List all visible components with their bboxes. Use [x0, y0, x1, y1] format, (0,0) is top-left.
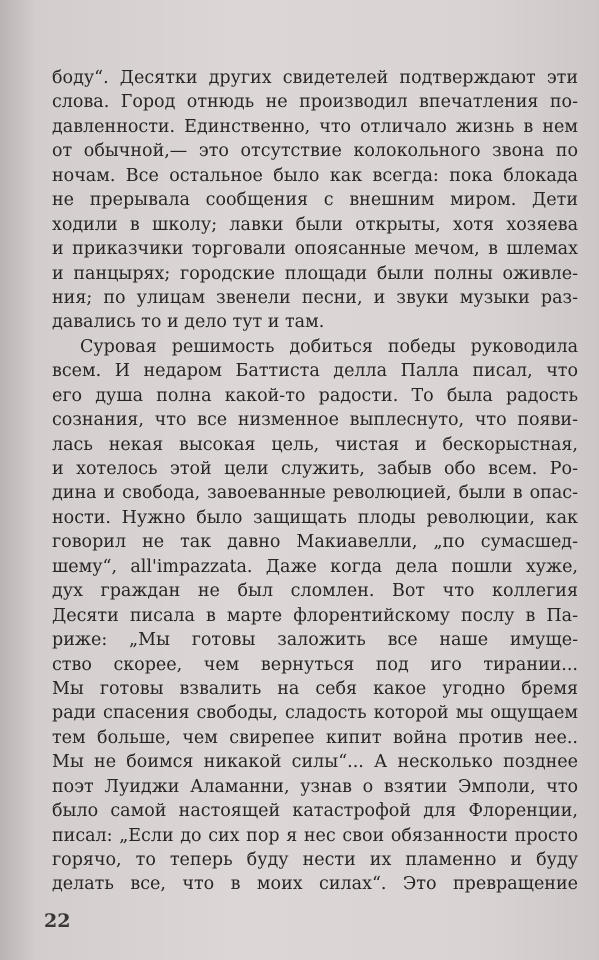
text-line: давленности. Единственно, что отличало жизнь в нем: [52, 116, 578, 137]
text-line: сознания, что все низменное выплеснуто, что появи-: [52, 410, 578, 431]
text-line: Десяти писала в марте флорентийскому послу в Па-: [52, 605, 578, 626]
text-line: его душа полна какой-то радости. То была радость: [52, 385, 578, 406]
text-line: ности. Нужно было защищать плоды революции, как: [52, 507, 578, 528]
text-line: от обычной,— это отсутствие колокольного звона по: [52, 141, 578, 162]
text-line: лась некая высокая цель, чистая и бескорыстная,: [52, 434, 578, 455]
text-line: делать все, что в моих силах“. Это превращение: [52, 874, 578, 895]
text-line: дух граждан не был сломлен. Вот что коллегия: [52, 581, 578, 602]
text-line: тем больше, чем свирепее кипит война против нее..: [52, 727, 578, 748]
text-line: ния; по улицам звенели песни, и звуки музыки раз-: [52, 287, 578, 308]
text-line: ночам. Все остальное было как всегда: пока блокада: [52, 165, 578, 186]
text-line: и хотелось этой цели служить, забыв обо всем. Ро-: [52, 459, 578, 479]
text-line: и панцырях; городские площади были полны оживле-: [52, 263, 578, 284]
text-line: Мы готовы взвалить на себя какое угодно бремя: [52, 678, 578, 699]
text-line: Суровая решимость добиться победы руководила: [80, 336, 578, 357]
paragraph: [52, 335, 578, 897]
text-line: ство скорее, чем вернуться под иго тирании...: [52, 654, 578, 675]
text-line: писал: „Если до сих пор я нес свои обязанности просто: [52, 825, 578, 846]
text-line: было самой настоящей катастрофой для Флоренции,: [52, 801, 578, 822]
text-line: риже: „Мы готовы заложить все наше имуще-: [52, 630, 578, 651]
text-line: боду“. Десятки других свидетелей подтверждают эти: [52, 68, 578, 88]
text-line: и приказчики торговали опоясанные мечом, в шлемах: [52, 239, 578, 260]
text-line: всем. И недаром Баттиста делла Палла писал, что: [52, 361, 578, 382]
text-line: ходили в школу; лавки были открыты, хотя хозяева: [52, 214, 578, 235]
text-line: не прерывала сообщения с внешним миром. Дети: [52, 190, 578, 211]
page-text: [52, 66, 578, 897]
text-line: Мы не боимся никакой силы“... А несколько позднее: [52, 752, 578, 773]
page-number: 22: [44, 910, 71, 932]
text-line: слова. Город отнюдь не производил впечатления по-: [52, 92, 578, 113]
text-line: говорил не так давно Макиавелли, „по сумасшед-: [52, 532, 578, 553]
text-line: давались то и дело тут и там.: [52, 312, 325, 333]
text-line: шему“, all'impazzata. Даже когда дела пошли хуже,: [52, 556, 578, 577]
text-line: горячо, то теперь буду нести их пламенно и буду: [52, 850, 578, 870]
text-line: ради спасения свободы, сладость которой мы ощущаем: [52, 703, 578, 724]
paragraph: [52, 66, 578, 335]
text-line: дина и свобода, завоеванные революцией, были в опас-: [52, 483, 578, 504]
text-line: поэт Луиджи Аламанни, узнав о взятии Эмполи, что: [52, 776, 578, 797]
